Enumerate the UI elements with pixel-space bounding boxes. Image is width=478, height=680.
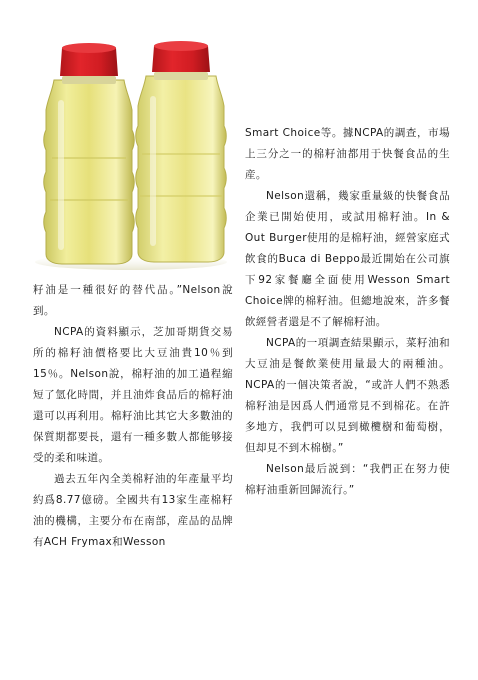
paragraph: NCPA的資料顯示，芝加哥期貨交易所的棉籽油價格要比大豆油貴10％到15％。Nelson說，棉籽油的加工過程縮短了氫化時間，并且油炸食品后的棉籽油還可以再利用。棉籽油比其它大多數油的保質期都要長，還有一種多數人都能够接受的柔和味道。 bbox=[33, 326, 233, 464]
paragraph: Smart Choice等。據NCPA的調查，市場上三分之一的棉籽油都用于快餐食品的生産。 bbox=[245, 127, 450, 181]
paragraph: 過去五年內全美棉籽油的年產量平均約爲8.77億磅。全國共有13家生產棉籽油的機構，主要分布在南部，産品的品牌有ACH Frymax和Wesson bbox=[33, 473, 233, 548]
paragraph: 籽油是一種很好的替代品。”Nelson說到。 bbox=[33, 284, 233, 317]
cottonseed-oil-bottles-photo bbox=[28, 40, 234, 272]
paragraph: Nelson最后説到：“我們正在努力使棉籽油重新回歸流行。” bbox=[245, 463, 450, 496]
paragraph: Nelson還稱，幾家重量級的快餐食品企業已開始使用，或試用棉籽油。In & Out Burger使用的是棉籽油，經營家庭式飲食的Buca di Beppo最近開始在公司旗下92家餐廳全面使用Wesson Smart Choice牌的棉籽油。但總地說來，許多餐飲經營者還是不了解棉籽油。 bbox=[245, 190, 450, 328]
right-text-column bbox=[245, 123, 450, 501]
left-text-column bbox=[33, 280, 233, 553]
paragraph: NCPA的一項調查結果顯示，菜籽油和大豆油是餐飲業使用量最大的兩種油。NCPA的一個决策者說，“或許人們不熟悉棉籽油是因爲人們通常見不到棉花。在許多地方，我們可以見到橄欖樹和葡萄樹，但却見不到木棉樹。” bbox=[245, 337, 450, 454]
